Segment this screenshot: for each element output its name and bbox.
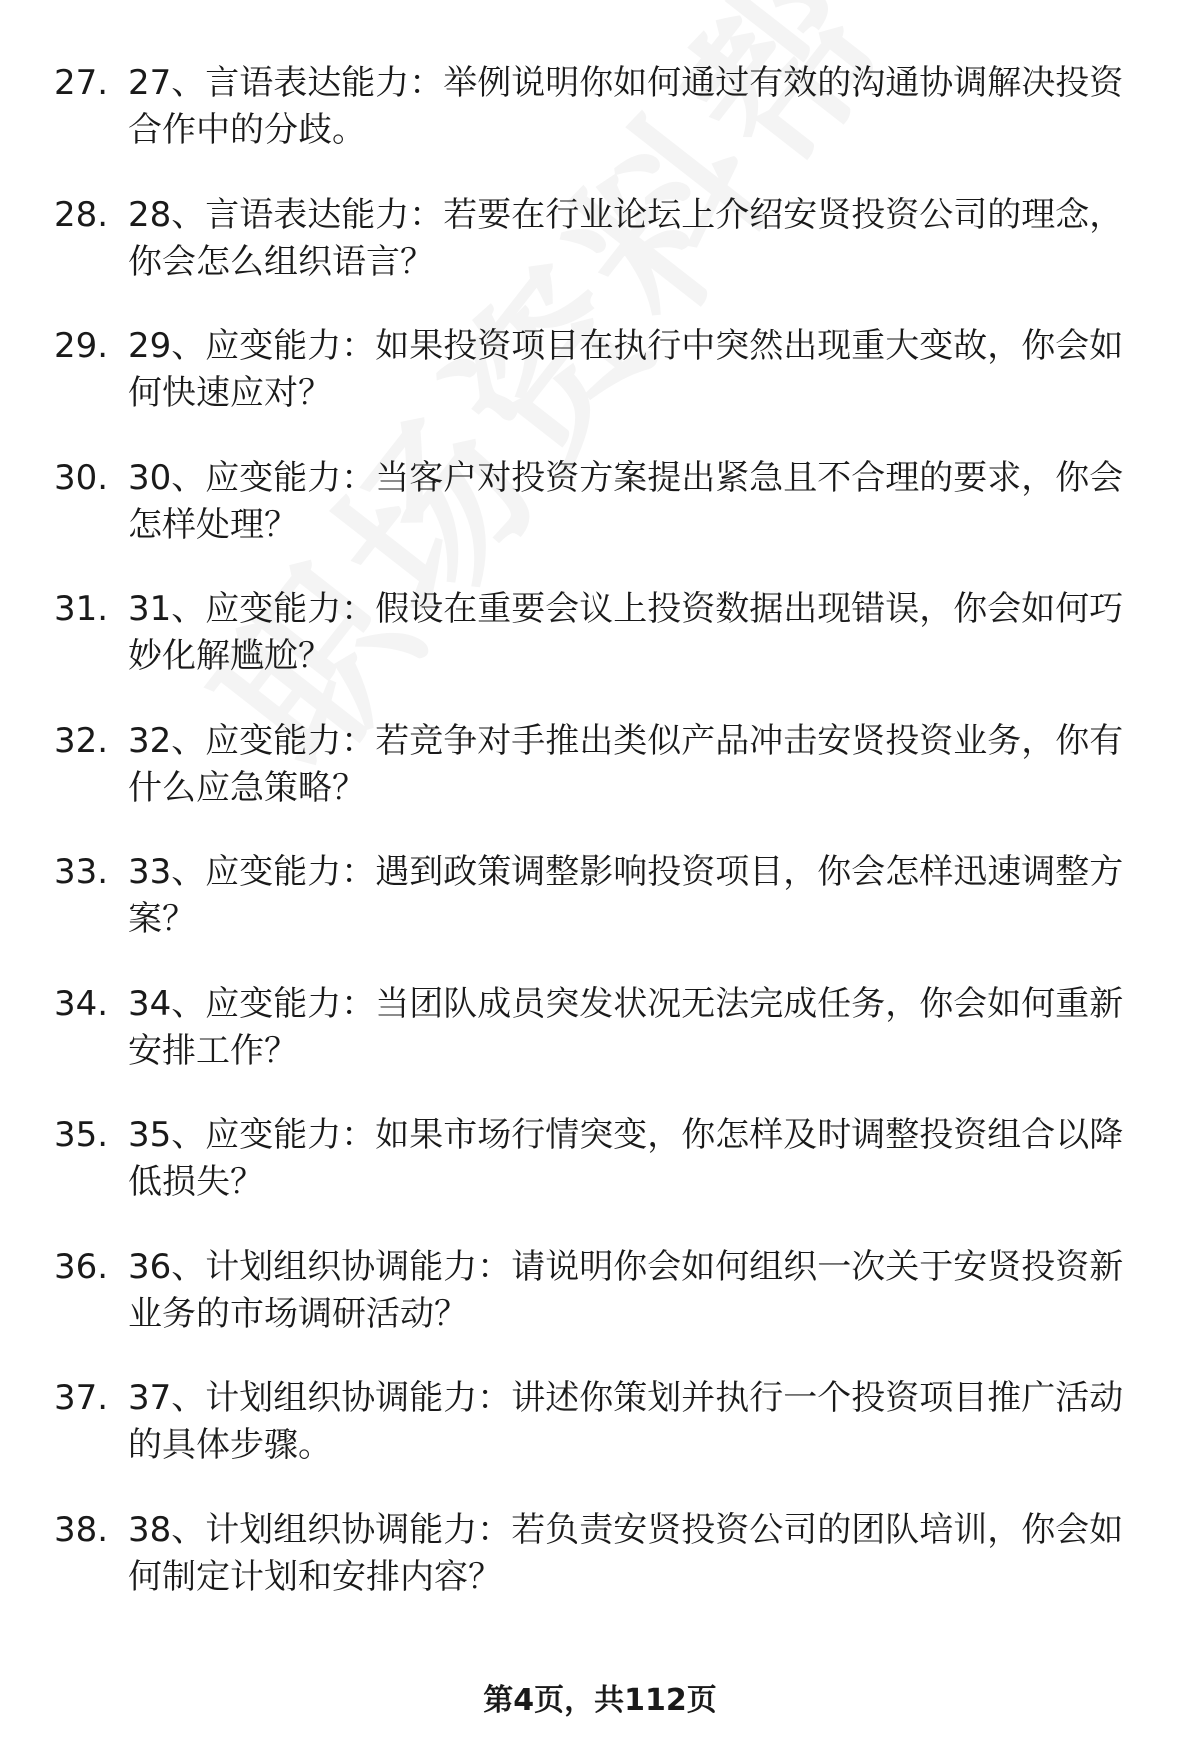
question-item — [0, 323, 1200, 417]
question-item — [0, 1375, 1200, 1469]
question-text: 32、应变能力：若竞争对手推出类似产品冲击安贤投资业务，你有什么应急策略？ — [128, 720, 1124, 808]
question-number: 29. — [54, 326, 109, 366]
page-footer: 第4页，共112页 — [483, 1683, 717, 1718]
question-item — [0, 586, 1200, 680]
question-number: 31. — [54, 589, 109, 629]
question-text: 30、应变能力：当客户对投资方案提出紧急且不合理的要求，你会怎样处理？ — [128, 457, 1124, 545]
question-item — [0, 455, 1200, 549]
question-number: 38. — [54, 1509, 109, 1550]
question-number: 34. — [54, 983, 109, 1024]
question-number: 27. — [54, 63, 109, 103]
question-text: 27、言语表达能力：举例说明你如何通过有效的沟通协调解决投资合作中的分歧。 — [128, 63, 1124, 150]
question-number: 32. — [54, 720, 109, 761]
question-text: 29、应变能力：如果投资项目在执行中突然出现重大变故，你会如何快速应对？ — [128, 326, 1124, 413]
question-text: 34、应变能力：当团队成员突发状况无法完成任务，你会如何重新安排工作？ — [128, 983, 1124, 1071]
question-text: 37、计划组织协调能力：讲述你策划并执行一个投资项目推广活动的具体步骤。 — [128, 1378, 1124, 1465]
question-text: 28、言语表达能力：若要在行业论坛上介绍安贤投资公司的理念，你会怎么组织语言？ — [128, 194, 1124, 282]
question-text: 31、应变能力：假设在重要会议上投资数据出现错误，你会如何巧妙化解尴尬？ — [128, 589, 1124, 676]
question-item — [0, 1507, 1200, 1601]
question-number: 30. — [54, 457, 109, 498]
question-text: 35、应变能力：如果市场行情突变，你怎样及时调整投资组合以降低损失？ — [128, 1115, 1124, 1202]
question-number: 28. — [54, 194, 109, 235]
question-number: 37. — [54, 1378, 109, 1418]
question-text: 33、应变能力：遇到政策调整影响投资项目，你会怎样迅速调整方案？ — [128, 852, 1124, 939]
question-item — [0, 981, 1200, 1075]
question-item — [0, 1112, 1200, 1206]
question-item — [0, 718, 1200, 812]
question-item — [0, 60, 1200, 154]
question-text: 36、计划组织协调能力：请说明你会如何组织一次关于安贤投资新业务的市场调研活动？ — [128, 1246, 1124, 1334]
question-item — [0, 192, 1200, 286]
question-list — [0, 60, 1200, 1638]
question-number: 36. — [54, 1246, 109, 1287]
question-number: 35. — [54, 1115, 109, 1155]
question-number: 33. — [54, 852, 109, 892]
question-text: 38、计划组织协调能力：若负责安贤投资公司的团队培训，你会如何制定计划和安排内容？ — [128, 1509, 1124, 1597]
question-item — [0, 1244, 1200, 1338]
question-item — [0, 849, 1200, 943]
